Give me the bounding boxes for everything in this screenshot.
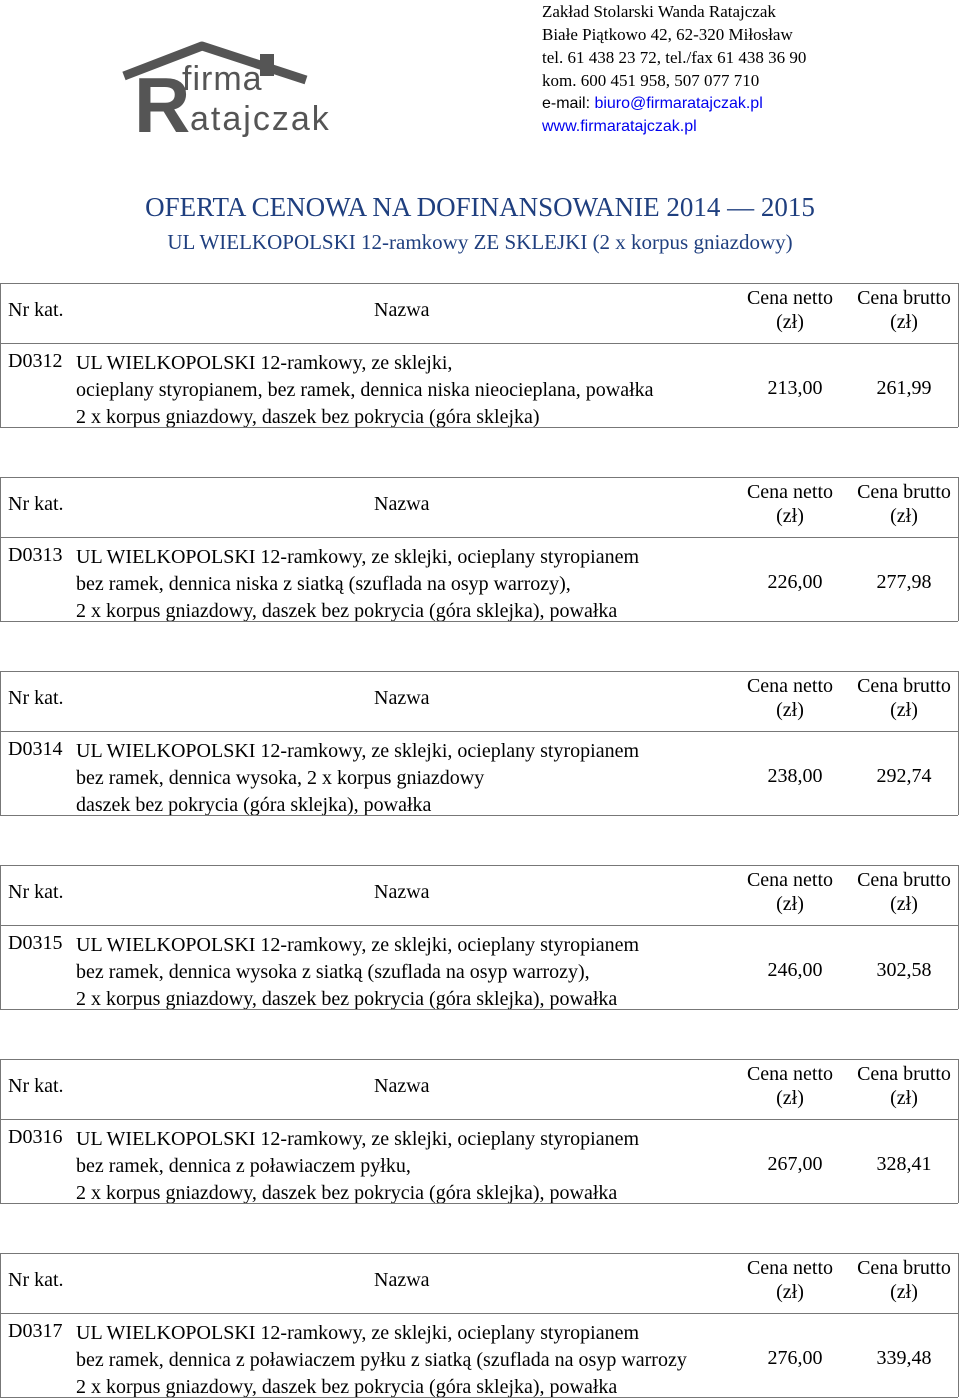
description-line: UL WIELKOPOLSKI 12-ramkowy, ze sklejki, ocieplany styropianem	[76, 740, 640, 762]
description-line: 2 x korpus gniazdowy, daszek bez pokrycia (góra sklejka), powałka	[76, 1376, 618, 1398]
column-header-name: Nazwa	[374, 493, 430, 515]
product-description	[76, 1126, 639, 1204]
catalog-number: D0314	[8, 738, 63, 760]
column-header-nr: Nr kat.	[8, 881, 64, 903]
price-netto: 213,00	[740, 377, 850, 400]
description-line: UL WIELKOPOLSKI 12-ramkowy, ze sklejki, ocieplany styropianem	[76, 1322, 640, 1344]
price-netto: 267,00	[740, 1153, 850, 1176]
column-header-netto: Cena netto (zł)	[746, 675, 834, 721]
catalog-number: D0316	[8, 1126, 63, 1148]
column-header-nr: Nr kat.	[8, 687, 64, 709]
description-line: 2 x korpus gniazdowy, daszek bez pokrycia (góra sklejka)	[76, 406, 540, 428]
offer-table	[0, 477, 959, 622]
column-header-brutto: Cena brutto (zł)	[857, 1257, 951, 1303]
description-line: bez ramek, dennica wysoka, 2 x korpus gniazdowy	[76, 767, 485, 789]
table-border-right	[958, 865, 959, 1009]
offer-header-row	[0, 865, 958, 926]
column-header-netto: Cena netto (zł)	[746, 481, 834, 527]
column-header-netto: Cena netto (zł)	[746, 1257, 834, 1303]
price-netto: 246,00	[740, 959, 850, 982]
table-border-left	[0, 671, 1, 815]
offer-table	[0, 283, 959, 428]
table-border-right	[958, 671, 959, 815]
column-header-nr: Nr kat.	[8, 1075, 64, 1097]
product-description	[76, 350, 654, 428]
column-header-netto: Cena netto (zł)	[746, 869, 834, 915]
description-line: bez ramek, dennica wysoka z siatką (szuflada na osyp warrozy),	[76, 961, 590, 983]
catalog-number: D0313	[8, 544, 63, 566]
company-address: Białe Piątkowo 42, 62-320 Miłosław	[542, 25, 793, 44]
table-border-left	[0, 283, 1, 427]
column-header-nr: Nr kat.	[8, 299, 64, 321]
column-header-name: Nazwa	[374, 1075, 430, 1097]
column-header-brutto: Cena brutto (zł)	[857, 869, 951, 915]
price-brutto: 302,58	[876, 959, 932, 981]
column-header-name: Nazwa	[374, 1269, 430, 1291]
description-line: 2 x korpus gniazdowy, daszek bez pokrycia (góra sklejka), powałka	[76, 600, 618, 622]
offer-table	[0, 671, 959, 816]
company-logo	[110, 40, 350, 149]
column-header-brutto: Cena brutto (zł)	[857, 675, 951, 721]
company-email-row	[542, 92, 806, 115]
company-phone: tel. 61 438 23 72, tel./fax 61 438 36 90	[542, 48, 807, 67]
price-netto: 226,00	[740, 571, 850, 594]
column-header-brutto: Cena brutto (zł)	[857, 287, 951, 333]
column-header-brutto: Cena brutto (zł)	[857, 1063, 951, 1109]
table-border-left	[0, 1059, 1, 1203]
table-border-right	[958, 283, 959, 427]
offer-table	[0, 1253, 959, 1398]
logo-text-name: atajczak	[190, 100, 331, 138]
description-line: daszek bez pokrycia (góra sklejka), powałka	[76, 794, 432, 816]
column-header-netto: Cena netto (zł)	[746, 287, 834, 333]
price-brutto: 261,99	[876, 377, 932, 399]
company-info	[542, 0, 806, 138]
column-header-brutto: Cena brutto (zł)	[857, 481, 951, 527]
catalog-number: D0312	[8, 350, 63, 372]
description-line: bez ramek, dennica z poławiaczem pyłku z siatką (szuflada na osyp warrozy	[76, 1349, 687, 1371]
offer-table	[0, 865, 959, 1010]
offer-row	[0, 925, 958, 1010]
description-line: bez ramek, dennica z poławiaczem pyłku,	[76, 1155, 411, 1177]
price-brutto: 277,98	[876, 571, 932, 593]
column-header-name: Nazwa	[374, 687, 430, 709]
offer-table	[0, 1059, 959, 1204]
price-brutto: 292,74	[876, 765, 932, 787]
catalog-number: D0317	[8, 1320, 63, 1342]
description-line: bez ramek, dennica niska z siatką (szuflada na osyp warrozy),	[76, 573, 571, 595]
offer-header-row	[0, 283, 958, 344]
description-line: UL WIELKOPOLSKI 12-ramkowy, ze sklejki, ocieplany styropianem	[76, 1128, 640, 1150]
column-header-netto: Cena netto (zł)	[746, 1063, 834, 1109]
offer-row	[0, 1313, 958, 1398]
company-mobile: kom. 600 451 958, 507 077 710	[542, 71, 760, 90]
column-header-name: Nazwa	[374, 881, 430, 903]
email-label: e-mail:	[542, 95, 595, 112]
price-netto: 238,00	[740, 765, 850, 788]
column-header-nr: Nr kat.	[8, 493, 64, 515]
logo-letter: R	[134, 61, 191, 149]
description-line: UL WIELKOPOLSKI 12-ramkowy, ze sklejki, ocieplany styropianem	[76, 934, 640, 956]
offer-row	[0, 537, 958, 622]
website-link[interactable]: www.firmaratajczak.pl	[542, 118, 697, 135]
offer-row	[0, 731, 958, 816]
description-line: 2 x korpus gniazdowy, daszek bez pokrycia (góra sklejka), powałka	[76, 988, 618, 1010]
table-border-right	[958, 1059, 959, 1203]
table-border-right	[958, 477, 959, 621]
email-link[interactable]: biuro@firmaratajczak.pl	[594, 95, 763, 112]
offer-header-row	[0, 1253, 958, 1314]
page-title: OFERTA CENOWA NA DOFINANSOWANIE 2014 — 2015	[145, 192, 815, 222]
logo-text-firma: firma	[182, 60, 263, 98]
description-line: ocieplany styropianem, bez ramek, dennica niska nieocieplana, powałka	[76, 379, 654, 401]
table-border-left	[0, 1253, 1, 1397]
page-subtitle: UL WIELKOPOLSKI 12-ramkowy ZE SKLEJKI (2 x korpus gniazdowy)	[167, 230, 793, 254]
table-border-left	[0, 865, 1, 1009]
product-description	[76, 1320, 687, 1398]
offer-row	[0, 1119, 958, 1204]
offer-header-row	[0, 477, 958, 538]
company-name: Zakład Stolarski Wanda Ratajczak	[542, 2, 776, 21]
product-description	[76, 738, 639, 816]
description-line: UL WIELKOPOLSKI 12-ramkowy, ze sklejki, ocieplany styropianem	[76, 546, 640, 568]
offer-header-row	[0, 671, 958, 732]
column-header-name: Nazwa	[374, 299, 430, 321]
price-netto: 276,00	[740, 1347, 850, 1370]
table-border-left	[0, 477, 1, 621]
product-description	[76, 932, 639, 1010]
description-line: UL WIELKOPOLSKI 12-ramkowy, ze sklejki,	[76, 352, 453, 374]
offer-header-row	[0, 1059, 958, 1120]
price-brutto: 328,41	[876, 1153, 932, 1175]
description-line: 2 x korpus gniazdowy, daszek bez pokrycia (góra sklejka), powałka	[76, 1182, 618, 1204]
table-border-right	[958, 1253, 959, 1397]
product-description	[76, 544, 639, 622]
catalog-number: D0315	[8, 932, 63, 954]
column-header-nr: Nr kat.	[8, 1269, 64, 1291]
price-brutto: 339,48	[876, 1347, 932, 1369]
offer-row	[0, 343, 958, 428]
